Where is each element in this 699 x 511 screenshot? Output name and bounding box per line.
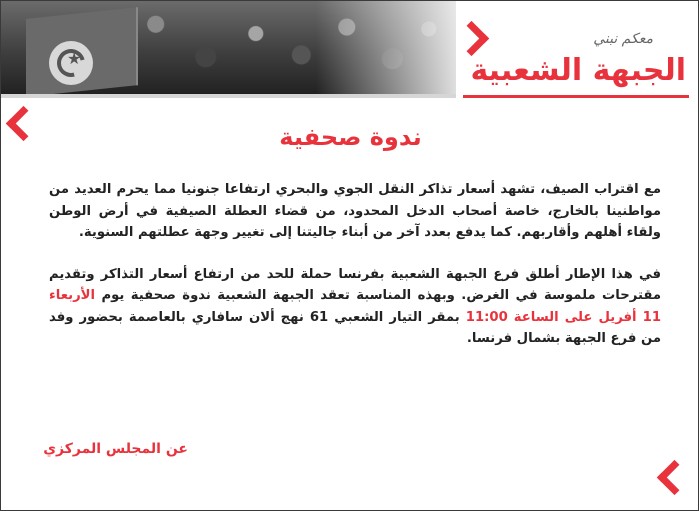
banner-divider [1,94,456,98]
chevron-left-icon-bottom [657,460,692,495]
logo-underline [463,95,689,98]
banner-fade [316,1,456,94]
logo-name: الجبهة الشعبية [470,53,686,88]
event-date-highlight: الأربعاء 11 أفريل على الساعة 11:00 [49,288,661,325]
logo-tagline: معكم نبني [593,31,653,47]
header-photo-banner [1,1,456,94]
paragraph-1: مع اقتراب الصيف، تشهد أسعار تذاكر النقل الجوي والبحري ارتفاعا جنونيا مما يحرم العديد من مواطنينا بالخارج، خاصة أصحاب الدخل المحدود، من قضاء العطلة الصيفية في أرض الوطن ولقاء أهلهم وأقاربهم. كما يدفع بعدد آخر من أبناء جاليتنا إلى تغيير وجهة عطلتهم السنوية. [49,182,661,240]
page-title: ندوة صحفية [279,123,422,151]
chevron-right-icon [454,21,489,56]
paragraph-2 [49,264,661,350]
document-body [49,179,661,350]
star-icon: ★ [67,49,82,68]
signature: عن المجلس المركزي [43,441,188,457]
paragraph-2-text-start: في هذا الإطار أطلق فرع الجبهة الشعبية بفرنسا حملة للحد من ارتفاع أسعار التذاكر وتقديم مقترحات ملموسة في الغرض. وبهذه المناسبة تعقد الجبهة الشعبية ندوة صحفية يوم [49,266,661,303]
paragraph-2-text-end: بمقر التيار الشعبي 61 نهج ألان سافاري بالعاصمة بحضور وفد من فرع الجبهة بشمال فرنسا. [49,309,661,346]
